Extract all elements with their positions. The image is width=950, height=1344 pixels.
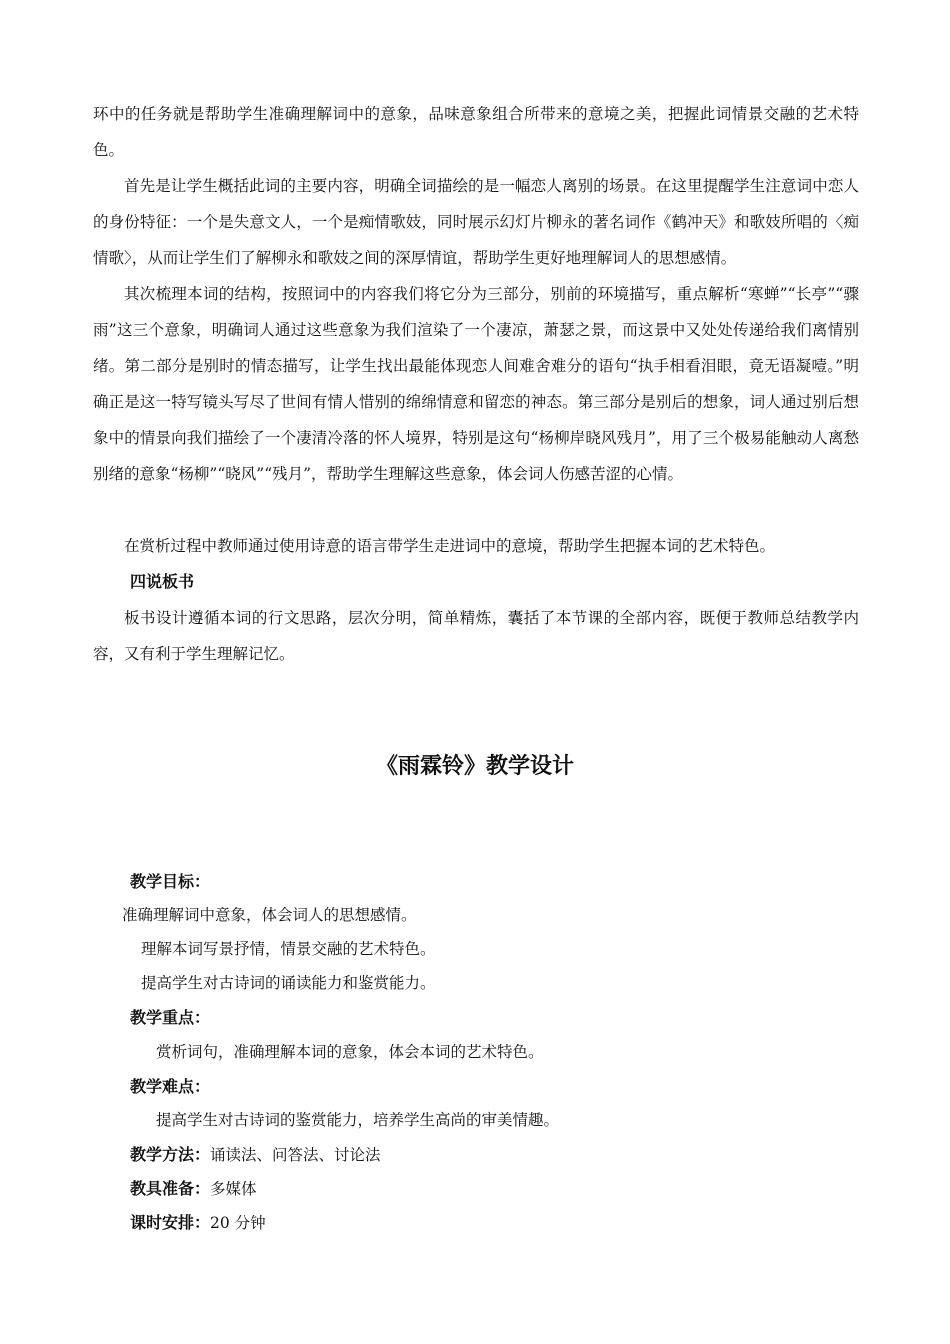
time-value: 20 分钟 [210, 1214, 266, 1232]
intro-paragraph-content: 首先是让学生概括此词的主要内容，明确全词描绘的是一幅恋人离别的场景。在这里提醒学生注意词中恋人的身份特征：一个是失意文人，一个是痴情歌妓，同时展示幻灯片柳永的著名词作《鹤冲天》和歌妓所唱的〈痴情歌〉，从而让学生们了解柳永和歌妓之间的深厚情谊，帮助学生更好地理解词人的思想感情。 [93, 177, 859, 267]
time-line [130, 1211, 266, 1235]
goal-item-1: 准确理解词中意象，体会词人的思想感情。 [122, 906, 417, 924]
goals-heading: 教学目标： [130, 872, 211, 891]
goal-item-3: 提高学生对古诗词的诵读能力和鉴赏能力。 [141, 974, 436, 992]
intro-paragraph-appreciation: 在赏析过程中教师通过使用诗意的语言带学生走进词中的意境，帮助学生把握本词的艺术特色。 [124, 537, 776, 555]
method-label: 教学方法： [130, 1145, 211, 1164]
time-label: 课时安排： [130, 1213, 211, 1232]
tools-line [130, 1177, 257, 1201]
method-line [130, 1143, 381, 1167]
board-heading: 四说板书 [130, 572, 195, 591]
document-title: 《雨霖铃》教学设计 [375, 754, 574, 779]
intro-paragraph-continued: 环中的任务就是帮助学生准确理解词中的意象，品味意象组合所带来的意境之美，把握此词情景交融的艺术特色。 [93, 105, 859, 159]
intro-paragraph-structure: 其次梳理本词的结构，按照词中的内容我们将它分为三部分，别前的环境描写，重点解析“寒蝉”“长亭”“骤雨”这三个意象，明确词人通过这些意象为我们渲染了一个凄凉，萧瑟之景，而这景中又处处传递给我们离情别绪。第二部分是别时的情态描写，让学生找出最能体现恋人间难舍难分的语句“执手相看泪眼，竟无语凝噎。”明确正是这一特写镜头写尽了世间有情人惜别的绵绵情意和留恋的神态。第三部分是别后的想象，词人通过别后想象中的情景向我们描绘了一个凄清冷落的怀人境界，特别是这句“杨柳岸晓风残月”，用了三个极易能触动人离愁别绪的意象“杨柳”“晓风”“残月”，帮助学生理解这些意象，体会词人伤感苦涩的心情。 [93, 285, 859, 483]
method-value: 诵读法、问答法、讨论法 [210, 1146, 381, 1164]
difficulties-text: 提高学生对古诗词的鉴赏能力，培养学生高尚的审美情趣。 [156, 1111, 560, 1129]
tools-label: 教具准备： [130, 1179, 211, 1198]
difficulties-heading: 教学难点： [130, 1077, 211, 1096]
key-points-heading: 教学重点： [130, 1008, 211, 1027]
board-paragraph: 板书设计遵循本词的行文思路，层次分明，简单精炼，囊括了本节课的全部内容，既便于教师总结教学内容，又有利于学生理解记忆。 [93, 609, 859, 663]
key-points-text: 赏析词句，准确理解本词的意象，体会本词的艺术特色。 [156, 1043, 544, 1061]
goal-item-2: 理解本词写景抒情，情景交融的艺术特色。 [141, 940, 436, 958]
tools-value: 多媒体 [210, 1180, 257, 1198]
